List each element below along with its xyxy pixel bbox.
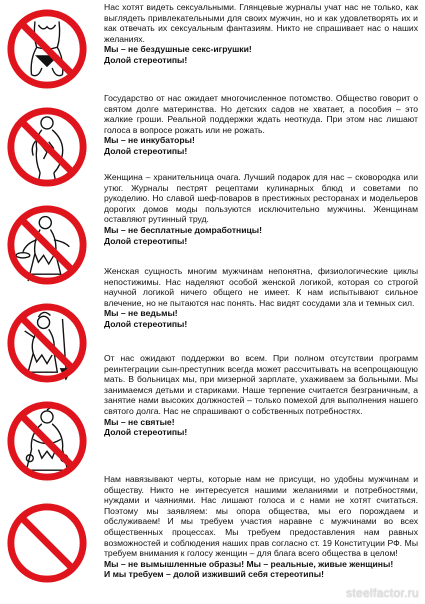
block-2-slogan-1: Мы – не инкубаторы! [104, 135, 195, 146]
pregnant-woman-icon [4, 104, 90, 190]
block-6-slogan-2: И мы требуем – долой изживший себя стереотипы! [104, 569, 324, 580]
block-5-text [104, 353, 418, 438]
woman-in-crowd-icon [4, 500, 90, 586]
block-4-text [104, 266, 418, 330]
block-3-text [104, 172, 418, 246]
block-4-paragraph: Женская сущность многим мужчинам непонятна, физиологические циклы непостижимы. Нас наделяют особой женской логикой, которая со строгой научной логикой ничего общего не имеет. К нам испытывают сильное влечение, но не пытаются нас понять. Нас видят сосудами зла и темных сил. [104, 266, 418, 308]
block-2-paragraph: Государство от нас ожидает многочисленное потомство. Общество говорит о святом долге материнства. Но детских садов не хватает, а пособия – это жалкие гроши. Реальной поддержки ждать неоткуда. При этом нас лишают голоса в вопросе рожать или не рожать. [104, 93, 418, 135]
block-5-slogan-2: Долой стереотипы! [104, 427, 188, 438]
block-3-slogan-1: Мы – не бесплатные домработницы! [104, 224, 262, 235]
block-1-slogan-1: Мы – не бездушные секс-игрушки! [104, 44, 252, 55]
block-1-text [104, 2, 418, 66]
block-3-paragraph: Женщина – хранительница очага. Лучший подарок для нас – сковородка или утюг. Журналы пестрят рецептами кулинарных блюд и советами по рукоделию. Но славой шеф-поваров в престижных ресторанах и модельеров дорогих домов моды пользуются исключительно мужчины. Женщинам оставляют рутинный труд. [104, 172, 418, 225]
block-4-slogan-2: Долой стереотипы! [104, 318, 188, 329]
block-1-slogan-2: Долой стереотипы! [104, 54, 188, 65]
block-5-slogan-1: Мы – не святые! [104, 416, 175, 427]
block-2-slogan-2: Долой стереотипы! [104, 145, 188, 156]
block-6-slogan-1: Мы – не вымышленные образы! Мы – реальные, живые женщины! [104, 558, 394, 569]
watermark: steelfactor.ru [346, 586, 419, 600]
caregiver-woman-icon [4, 398, 90, 484]
block-3-slogan-2: Долой стереотипы! [104, 235, 188, 246]
block-5-paragraph: От нас ожидают поддержки во всем. При полном отсутствии программ реинтеграции сын-преступник всегда может рассчитывать на всепрощающую мать. В больницах мы, при мизерной зарплате, ухаживаем за больными. Мы занимаемся детьми и стариками. Наше терпение считается безграничным, а занятие нами высоких должностей – только помехой для выполнения нашего святого долга. Нас не спрашивают о собственных потребностях. [104, 353, 418, 416]
block-6-text [104, 474, 418, 580]
lingerie-torso-icon [4, 6, 90, 92]
block-6-paragraph: Нам навязывают черты, которые нам не присущи, но удобны мужчинам и обществу. Никто не интересуется нашими желаниями и потребностями, нуждами и чаяниями. Нас лишают голоса и с нами не хотят считаться. Поэтому мы заявляем: мы опора общества, мы его порождаем и обслуживаем! И мы требуем участия наравне с мужчинами во всех общественных процессах. Мы требуем предоставления нам равных возможностей и соблюдения наших прав согласно ст. 19 Конституции РФ. Мы требуем внимания к голосу женщин – для блага всего общества в целом! [104, 474, 418, 559]
block-1-paragraph: Нас хотят видеть сексуальными. Глянцевые журналы учат нас не только, как выглядеть привлекательными для своих мужчин, но и как удовлетворять их и как отвечать их сексуальным фантазиям. Никто не спрашивает нас о наших желаниях. [104, 2, 418, 44]
block-4-slogan-1: Мы – не ведьмы! [104, 308, 178, 319]
block-2-text [104, 93, 418, 157]
witch-with-broom-icon [4, 300, 90, 386]
housewife-cooking-icon [4, 202, 90, 288]
